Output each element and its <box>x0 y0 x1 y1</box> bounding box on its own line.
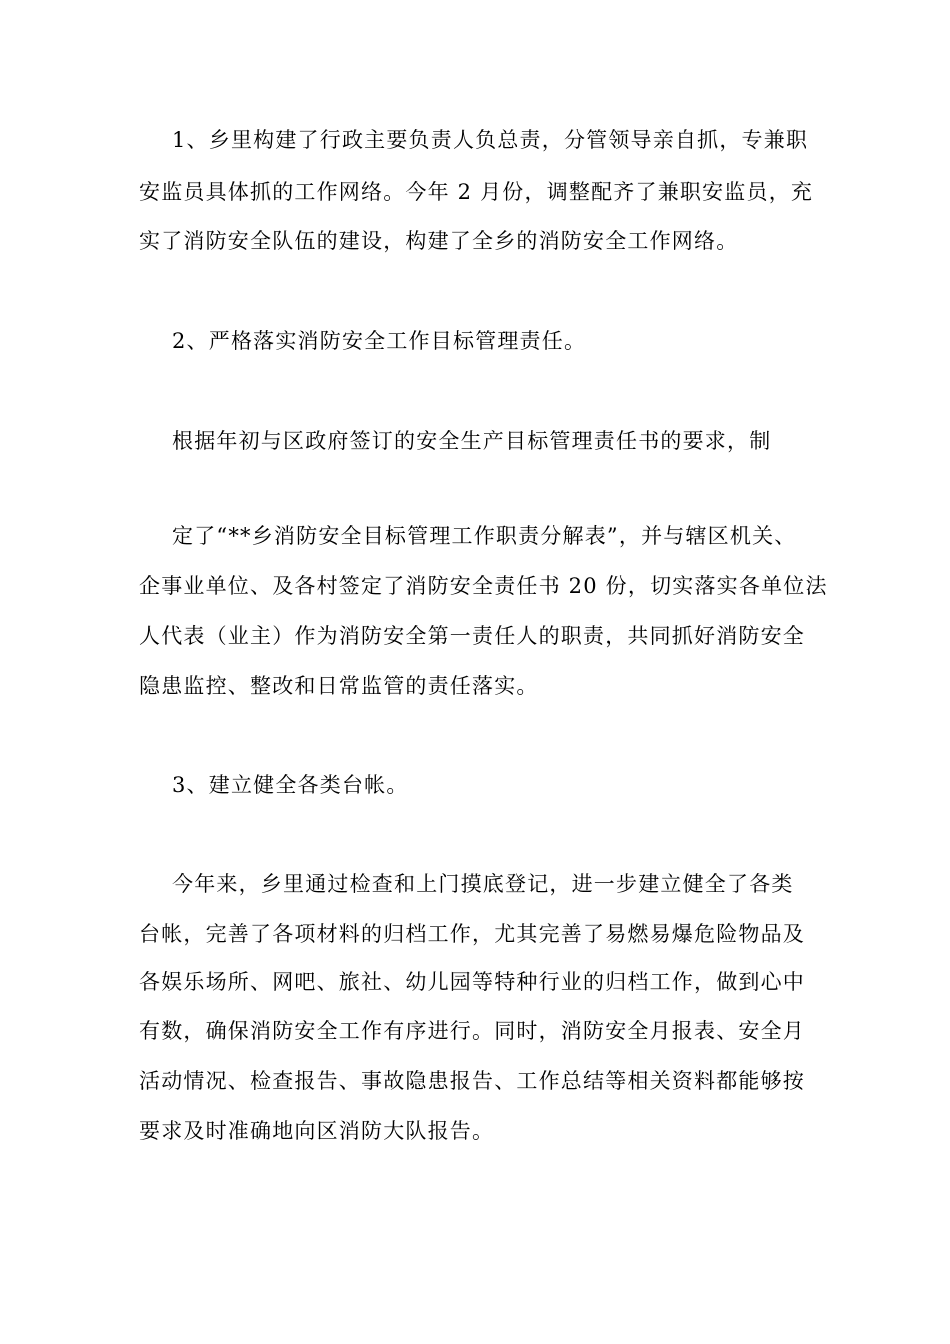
heading-3: 3、建立健全各类台帐。 <box>172 773 409 797</box>
paragraph-4-line-6: 要求及时准确地向区消防大队报告。 <box>139 1119 495 1143</box>
paragraph-4-line-2: 台帐，完善了各项材料的归档工作，尤其完善了易燃易爆危险物品及 <box>139 922 805 946</box>
paragraph-3-line-4: 隐患监控、整改和日常监管的责任落实。 <box>139 674 539 698</box>
paragraph-3-line-3: 人代表（业主）作为消防安全第一责任人的职责，共同抓好消防安全 <box>139 624 805 648</box>
paragraph-4-line-3: 各娱乐场所、网吧、旅社、幼儿园等特种行业的归档工作，做到心中 <box>139 970 805 994</box>
paragraph-1-line-1: 1、乡里构建了行政主要负责人负总责，分管领导亲自抓，专兼职 <box>172 128 809 152</box>
paragraph-1-line-3: 实了消防安全队伍的建设，构建了全乡的消防安全工作网络。 <box>139 229 739 253</box>
paragraph-4-line-1: 今年来，乡里通过检查和上门摸底登记，进一步建立健全了各类 <box>172 872 794 896</box>
paragraph-4-line-5: 活动情况、检查报告、事故隐患报告、工作总结等相关资料都能够按 <box>139 1069 805 1093</box>
paragraph-3-line-1: 定了“**乡消防安全目标管理工作职责分解表”，并与辖区机关、 <box>172 524 797 548</box>
heading-2: 2、严格落实消防安全工作目标管理责任。 <box>172 329 587 353</box>
paragraph-2-line-1: 根据年初与区政府签订的安全生产目标管理责任书的要求，制 <box>172 429 772 453</box>
paragraph-4-line-4: 有数，确保消防安全工作有序进行。同时，消防安全月报表、安全月 <box>139 1019 805 1043</box>
paragraph-3-line-2: 企事业单位、及各村签定了消防安全责任书 20 份，切实落实各单位法 <box>139 574 828 598</box>
paragraph-1-line-2: 安监员具体抓的工作网络。今年 2 月份，调整配齐了兼职安监员，充 <box>139 180 814 204</box>
